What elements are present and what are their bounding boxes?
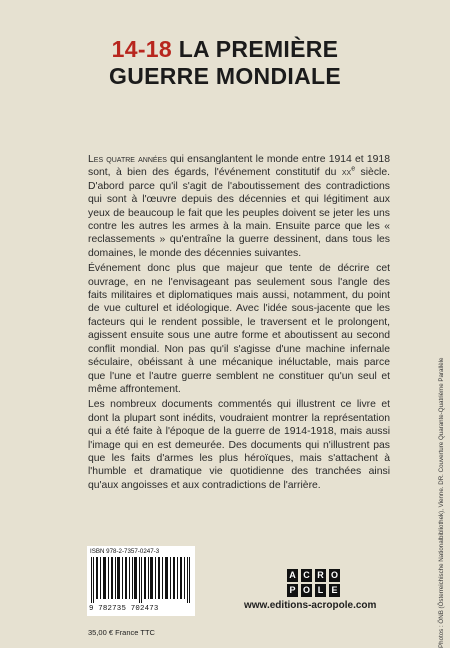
barcode-icon: [90, 557, 192, 603]
title-line-1: [0, 36, 450, 63]
blurb-text: siècle. D'abord parce qu'il s'agit de l'aboutissement des contradictions qui sont à l'œuvre depuis des décennies et qui légitiment aux yeux de beaucoup le fait que les peuples doivent se jeter les uns contre les autres les armes à la main. Ensuite parce que les « reclassements » qu'entraîne la guerre dessinent, dans tous les domaines, le monde des décennies suivantes.: [88, 167, 390, 258]
title-accent: 14-18: [112, 36, 172, 62]
logo-letter: R: [315, 569, 326, 582]
photo-credit: Photos : ÖNB (Österreichische Nationalbibliothek), Vienne. DR. Couverture Quarante-Quatrième Parallèle: [438, 358, 445, 648]
blurb: [88, 153, 390, 494]
logo-letter: P: [287, 584, 298, 597]
barcode-panel: [87, 546, 195, 616]
barcode-number: 9 782735 702473: [89, 605, 159, 613]
blurb-paragraph-3: Les nombreux documents commentés qui illustrent ce livre et dont la plupart sont inédits, voudraient montrer la représentation qui a été faite à l'époque de la guerre de 1914-1918, mais aussi l'image qui en est demeurée. Des documents qui n'illustrent pas que les faits d'armes les plus héroïques, mais s'attachent à l'humble et dramatique vie quotidienne des tranchées ainsi qu'aux angoisses et aux contradictions de l'arrière.: [88, 398, 390, 492]
title-line-1-text: LA PREMIÈRE: [179, 36, 339, 62]
logo-letter: O: [329, 569, 340, 582]
price-label: 35,00 € France TTC: [88, 628, 155, 637]
logo-letter: A: [287, 569, 298, 582]
logo-letter: O: [301, 584, 312, 597]
logo-letter: L: [315, 584, 326, 597]
blurb-paragraph-1: [88, 153, 390, 260]
website-url: www.editions-acropole.com: [244, 600, 376, 611]
isbn-number: ISBN 978-2-7357-0247-3: [90, 548, 159, 555]
title-line-2: GUERRE MONDIALE: [0, 63, 450, 90]
logo-letter: E: [329, 584, 340, 597]
century-superscript: e: [351, 166, 355, 173]
logo-letter: C: [301, 569, 312, 582]
blurb-paragraph-2: Événement donc plus que majeur que tente de décrire cet ouvrage, en ne l'envisageant pas seulement sous l'angle des faits militaires et diplomatiques mais aussi, notamment, du point de vue culturel et idéologique. Avec l'idée sous-jacente que les facteurs qui le rendent possible, le traversent et le prolongent, agissent ensuite sous une autre forme et aboutissent au second conflit mondial. Non pas qu'il s'agisse d'une machine infernale séculaire, obéissant à une mécanique inéluctable, mais parce que l'une et l'autre guerre semblent ne constituer qu'un seul et même affrontement.: [88, 262, 390, 396]
blurb-text: qui ensanglantent le monde entre 1914 et 1918 sont, à bien des égards, l'événement constitutif du: [88, 154, 390, 178]
century-numeral: xx: [342, 167, 351, 178]
acropole-logo: [287, 569, 342, 603]
blurb-lead: Les quatre années: [88, 154, 167, 165]
book-title: [0, 36, 450, 90]
